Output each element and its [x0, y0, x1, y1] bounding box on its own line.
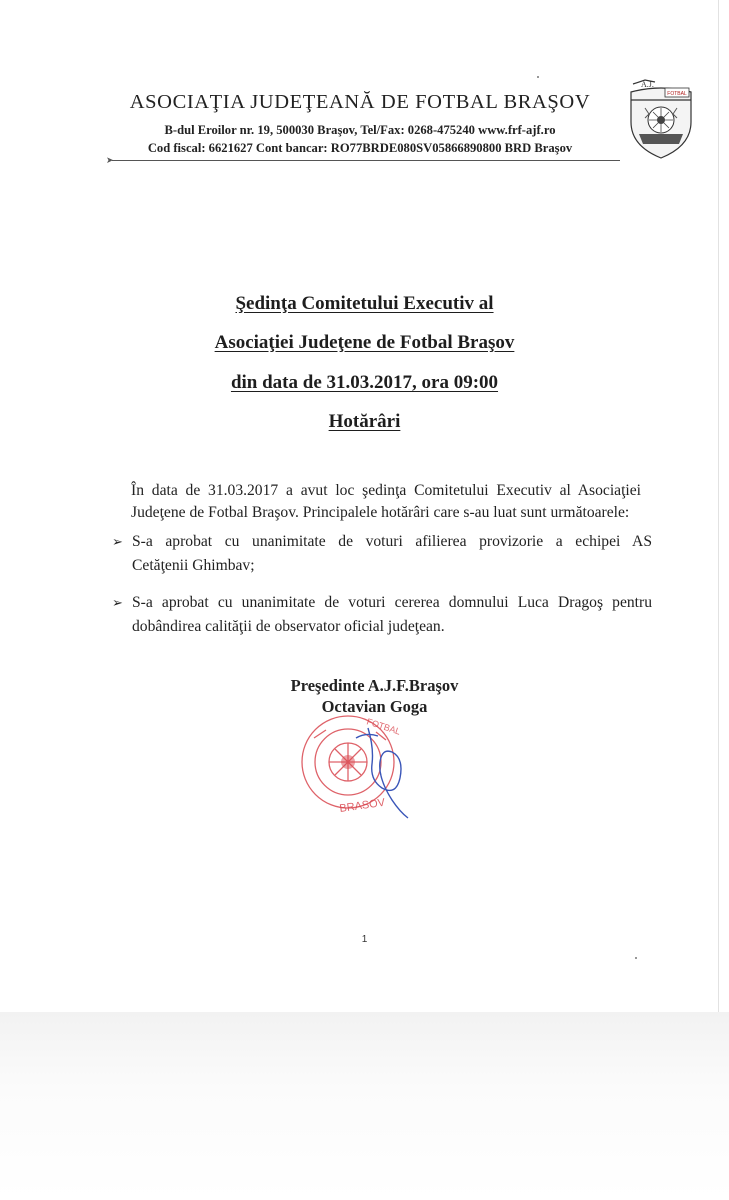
organization-name: ASOCIAŢIA JUDEŢEANĂ DE FOTBAL BRAŞOV: [129, 91, 591, 113]
scan-speck: [537, 76, 539, 78]
title-line-4: Hotărâri: [328, 411, 401, 432]
fiscal-line: Cod fiscal: 6621627 Cont bancar: RO77BRDE080SV05866890800 BRD Braşov: [147, 141, 573, 155]
bullet-arrow-icon: ➢: [112, 595, 123, 610]
round-stamp-icon: [296, 708, 428, 826]
scan-speck: [635, 957, 637, 959]
signatory-role: Preşedinte A.J.F.Braşov: [290, 676, 459, 695]
intro-paragraph: În data de 31.03.2017 a avut loc şedinţa Comitetului Executiv al Asociaţiei Judeţene de Fotbal Braşov. Principalele hotărâri care s-au luat sunt următoarele:: [131, 482, 641, 521]
bullet-arrow-icon: ➢: [112, 534, 123, 549]
signatory-name: Octavian Goga: [321, 697, 428, 716]
svg-text:FOTBAL: FOTBAL: [667, 91, 687, 97]
page-number: 1: [361, 934, 368, 945]
decision-text-line-2: Cetăţenii Ghimbav;: [132, 557, 255, 574]
svg-text:BRASOV: BRASOV: [338, 796, 386, 815]
header-divider: [112, 160, 620, 161]
scan-background: [0, 1012, 729, 1200]
address-line: B-dul Eroilor nr. 19, 500030 Braşov, Tel/Fax: 0268-475240 www.frf-ajf.ro: [164, 123, 556, 137]
title-line-1: Şedinţa Comitetului Executiv al: [235, 293, 494, 314]
svg-text:A.J.: A.J.: [641, 80, 654, 89]
title-line-2: Asociaţiei Judeţene de Fotbal Braşov: [214, 332, 515, 353]
divider-arrow-icon: ➤: [106, 155, 114, 165]
decision-text-line-1: S-a aprobat cu unanimitate de voturi afilierea provizorie a echipei AS: [132, 533, 652, 550]
decision-text-line-1: S-a aprobat cu unanimitate de voturi cererea domnului Luca Dragoş pentru: [132, 594, 652, 611]
svg-text:FOTBAL: FOTBAL: [365, 716, 402, 737]
ajf-brasov-crest-icon: [625, 78, 697, 160]
title-line-3: din data de 31.03.2017, ora 09:00: [230, 372, 499, 393]
decision-text-line-2: dobândirea calităţii de observator oficial judeţean.: [132, 618, 445, 635]
